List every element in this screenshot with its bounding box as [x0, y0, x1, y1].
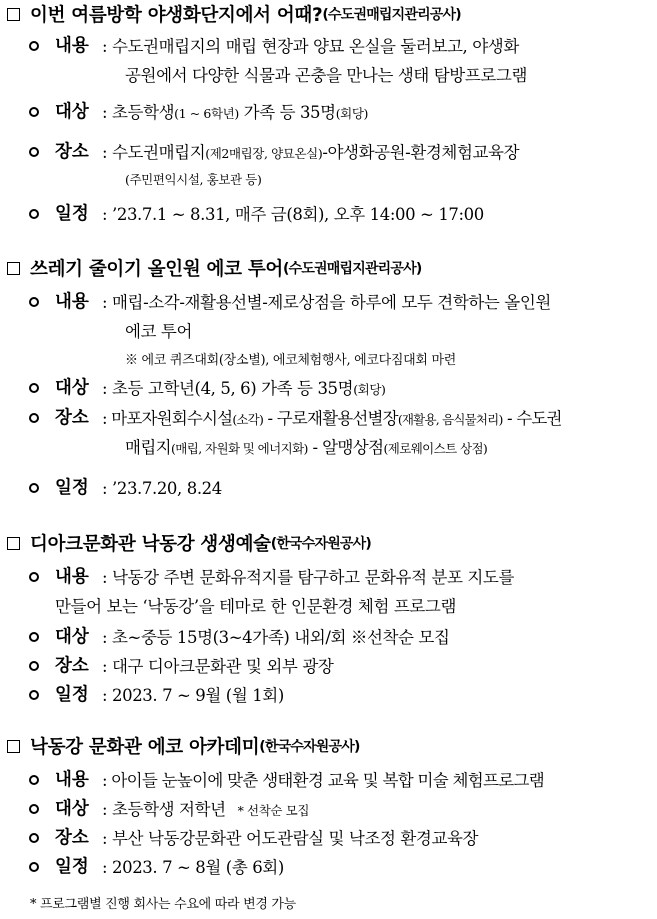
circle-bullet-icon [29, 833, 39, 843]
section-title: 이번 여름방학 야생화단지에서 어때? (수도권매립지관리공사) [0, 2, 657, 26]
place-label: 장소 [55, 656, 89, 676]
place-label: 장소 [55, 828, 89, 848]
target-text: : 초등학생(1 ~ 6학년) 가족 등 35명(회당) [102, 103, 369, 122]
place-text: : 수도권매립지(제2매립장, 양묘온실)-야생화공원-환경체험교육장 [102, 143, 520, 162]
content-label: 내용 [55, 567, 89, 587]
circle-bullet-icon [29, 632, 39, 642]
circle-bullet-icon [29, 690, 39, 700]
circle-bullet-icon [29, 297, 39, 307]
circle-bullet-icon [29, 147, 39, 157]
content-line-2: 공원에서 다양한 식물과 곤충을 만나는 생태 탐방프로그램 [125, 66, 528, 85]
place-line-2: 매립지(매립, 자원화 및 에너지화) - 알맹상점(제로웨이스트 상점) [125, 438, 488, 457]
place-label: 장소 [55, 142, 89, 162]
section-summer-wildflower [0, 2, 657, 26]
circle-bullet-icon [29, 483, 39, 493]
content-label: 내용 [55, 36, 89, 56]
place-label: 장소 [55, 408, 89, 428]
place-text: : 마포자원회수시설(소각) - 구로재활용선별장(재활용, 음식물처리) - 수도권 [102, 409, 562, 428]
section-title: 낙동강 문화관 에코 아카데미 (한국수자원공사) [0, 734, 657, 758]
content-line-1: : 매립-소각-재활용선별-제로상점을 하루에 모두 견학하는 올인원 [102, 293, 551, 312]
content-line-2: 만들어 보는 ‘낙동강’을 테마로 한 인문환경 체험 프로그램 [55, 597, 457, 616]
circle-bullet-icon [29, 804, 39, 814]
circle-bullet-icon [29, 41, 39, 51]
place-line-2: (주민편익시설, 홍보관 등) [125, 172, 262, 187]
place-text: : 부산 낙동강문화관 어도관람실 및 낙조정 환경교육장 [102, 829, 479, 848]
circle-bullet-icon [29, 661, 39, 671]
target-label: 대상 [55, 799, 89, 819]
schedule-text: : 2023. 7 ~ 9월 (월 1회) [102, 686, 284, 705]
content-label: 내용 [55, 292, 89, 312]
schedule-label: 일정 [55, 685, 89, 705]
content-line-2: 에코 투어 [125, 322, 193, 341]
section-eco-academy [0, 734, 657, 758]
circle-bullet-icon [29, 383, 39, 393]
target-text: : 초~중등 15명(3~4가족) 내외/회 ※선착순 모집 [102, 628, 450, 647]
schedule-label: 일정 [55, 857, 89, 877]
circle-bullet-icon [29, 862, 39, 872]
circle-bullet-icon [29, 107, 39, 117]
target-label: 대상 [55, 378, 89, 398]
target-text: : 초등 고학년(4, 5, 6) 가족 등 35명(회당) [102, 379, 386, 398]
footnote: * 프로그램별 진행 회사는 수요에 따라 변경 가능 [30, 897, 296, 912]
schedule-text: : 2023. 7 ~ 8월 (총 6회) [102, 858, 284, 877]
place-text: : 대구 디아크문화관 및 외부 광장 [102, 657, 334, 676]
checkbox-square-icon [7, 8, 20, 21]
schedule-label: 일정 [55, 204, 89, 224]
content-label: 내용 [55, 770, 89, 790]
schedule-text: : ’23.7.1 ~ 8.31, 매주 금(8회), 오후 14:00 ~ 17:00 [102, 205, 484, 224]
schedule-label: 일정 [55, 478, 89, 498]
section-diark-art [0, 531, 657, 555]
section-title: 쓰레기 줄이기 올인원 에코 투어 (수도권매립지관리공사) [0, 256, 657, 280]
content-line-1: : 수도권매립지의 매립 현장과 양묘 온실을 둘러보고, 야생화 [102, 37, 519, 56]
content-note: ※ 에코 퀴즈대회(장소별), 에코체험행사, 에코다짐대회 마련 [125, 353, 457, 368]
schedule-text: : ’23.7.20, 8.24 [102, 479, 222, 498]
target-label: 대상 [55, 627, 89, 647]
checkbox-square-icon [7, 537, 20, 550]
circle-bullet-icon [29, 413, 39, 423]
section-eco-tour [0, 256, 657, 280]
checkbox-square-icon [7, 740, 20, 753]
circle-bullet-icon [29, 775, 39, 785]
section-title: 디아크문화관 낙동강 생생예술 (한국수자원공사) [0, 531, 657, 555]
circle-bullet-icon [29, 572, 39, 582]
checkbox-square-icon [7, 262, 20, 275]
content-line-1: : 아이들 눈높이에 맞춘 생태환경 교육 및 복합 미술 체험프로그램 [102, 771, 544, 790]
content-line-1: : 낙동강 주변 문화유적지를 탐구하고 문화유적 분포 지도를 [102, 568, 515, 587]
circle-bullet-icon [29, 209, 39, 219]
target-label: 대상 [55, 102, 89, 122]
target-text: : 초등학생 저학년 * 선착순 모집 [102, 800, 309, 819]
